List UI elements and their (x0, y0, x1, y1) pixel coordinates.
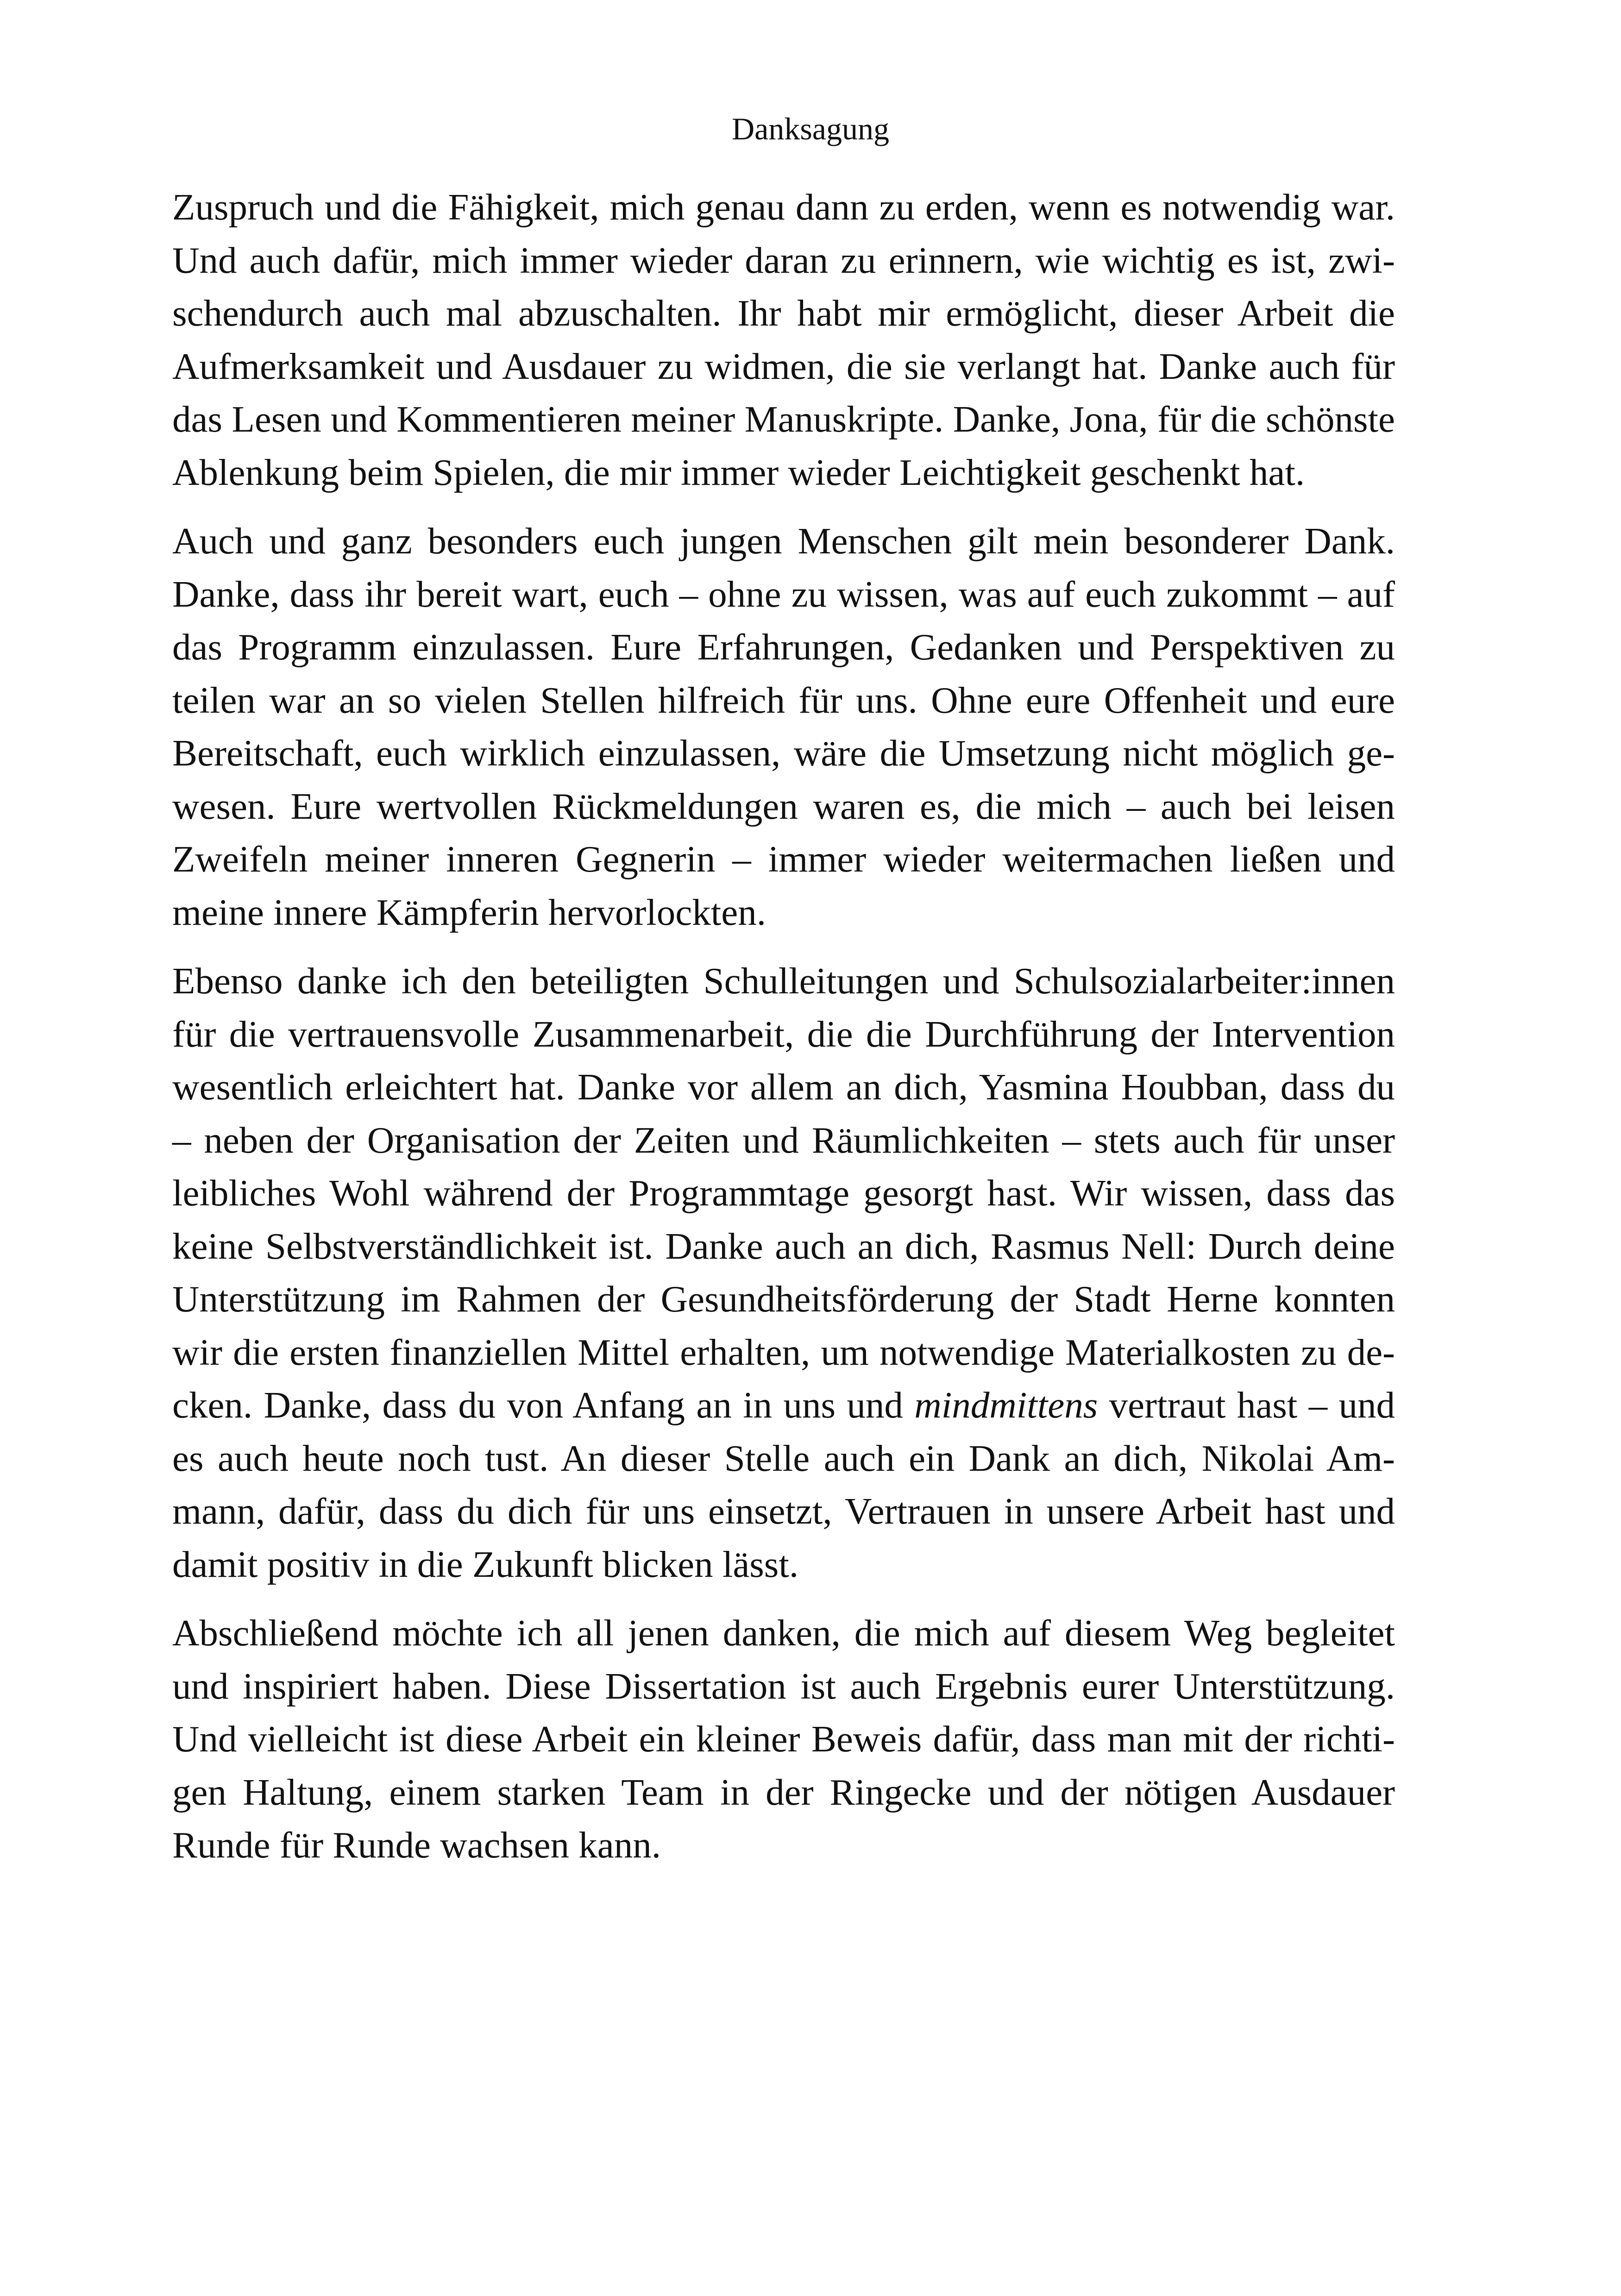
text-line: und inspiriert haben. Diese Dissertation ist auch Ergebnis eurer Unterstützung. (172, 1665, 1395, 1707)
text-line: Ebenso danke ich den beteiligten Schulleitungen und Schulsozialarbeiter:innen (172, 960, 1395, 1002)
text-line: – neben der Organisation der Zeiten und Räumlichkeiten – stets auch für unser (172, 1119, 1395, 1161)
text-segment: cken. Danke, dass du von Anfang an in uns und (172, 1384, 915, 1426)
text-line: es auch heute noch tust. An dieser Stelle auch ein Dank an dich, Nikolai Am- (172, 1437, 1395, 1479)
text-line: meine innere Kämpferin hervorlockten. (172, 891, 766, 933)
text-line: damit positiv in die Zukunft blicken lässt. (172, 1543, 799, 1585)
text-line: teilen war an so vielen Stellen hilfreich für uns. Ohne eure Offenheit und eure (172, 679, 1395, 721)
paragraph-2 (172, 514, 1395, 939)
text-line: Bereitschaft, euch wirklich einzulassen, wäre die Umsetzung nicht möglich ge- (172, 732, 1395, 774)
text-line: Aufmerksamkeit und Ausdauer zu widmen, die sie verlangt hat. Danke auch für (172, 345, 1395, 387)
text-line: schendurch auch mal abzuschalten. Ihr habt mir ermöglicht, dieser Arbeit die (172, 292, 1395, 334)
program-name-emphasis: mindmittens (914, 1384, 1098, 1426)
text-line: Und auch dafür, mich immer wieder daran zu erinnern, wie wichtig es ist, zwi- (172, 239, 1395, 281)
text-segment: vertraut hast – und (1098, 1384, 1395, 1426)
text-line: wesentlich erleichtert hat. Danke vor allem an dich, Yasmina Houbban, dass du (172, 1066, 1395, 1108)
text-line-with-emphasis (172, 1379, 1395, 1432)
paragraph-4 (172, 1606, 1395, 1872)
text-line: Runde für Runde wachsen kann. (172, 1824, 661, 1866)
text-line: Ablenkung beim Spielen, die mir immer wieder Leichtigkeit geschenkt hat. (172, 451, 1305, 493)
text-line: Zuspruch und die Fähigkeit, mich genau dann zu erden, wenn es notwendig war. (172, 186, 1395, 228)
text-line: das Programm einzulassen. Eure Erfahrungen, Gedanken und Perspektiven zu (172, 626, 1395, 668)
text-line: für die vertrauensvolle Zusammenarbeit, die die Durchführung der Intervention (172, 1013, 1395, 1055)
running-header: Danksagung (732, 111, 889, 146)
text-line: mann, dafür, dass du dich für uns einsetzt, Vertrauen in unsere Arbeit hast und (172, 1490, 1395, 1532)
text-line: Auch und ganz besonders euch jungen Menschen gilt mein besonderer Dank. (172, 520, 1395, 562)
text-line: Unterstützung im Rahmen der Gesundheitsförderung der Stadt Herne konnten (172, 1278, 1395, 1320)
text-line: leibliches Wohl während der Programmtage gesorgt hast. Wir wissen, dass das (172, 1172, 1395, 1214)
paragraph-3 (172, 954, 1395, 1591)
text-line: das Lesen und Kommentieren meiner Manuskripte. Danke, Jona, für die schönste (172, 398, 1395, 440)
paragraph-1 (172, 181, 1395, 499)
text-line: gen Haltung, einem starken Team in der Ringecke und der nötigen Ausdauer (172, 1771, 1395, 1813)
text-line: Danke, dass ihr bereit wart, euch – ohne zu wissen, was auf euch zukommt – auf (172, 573, 1395, 615)
text-line: wesen. Eure wertvollen Rückmeldungen waren es, die mich – auch bei leisen (172, 785, 1395, 827)
text-line: Abschließend möchte ich all jenen danken, die mich auf diesem Weg begleitet (172, 1612, 1395, 1654)
text-line: keine Selbstverständlichkeit ist. Danke auch an dich, Rasmus Nell: Durch deine (172, 1225, 1395, 1267)
text-line: wir die ersten finanziellen Mittel erhalten, um notwendige Materialkosten zu de- (172, 1331, 1395, 1373)
body-text (172, 181, 1395, 1888)
text-line: Und vielleicht ist diese Arbeit ein kleiner Beweis dafür, dass man mit der richti- (172, 1718, 1395, 1760)
text-line: Zweifeln meiner inneren Gegnerin – immer wieder weitermachen ließen und (172, 838, 1395, 880)
